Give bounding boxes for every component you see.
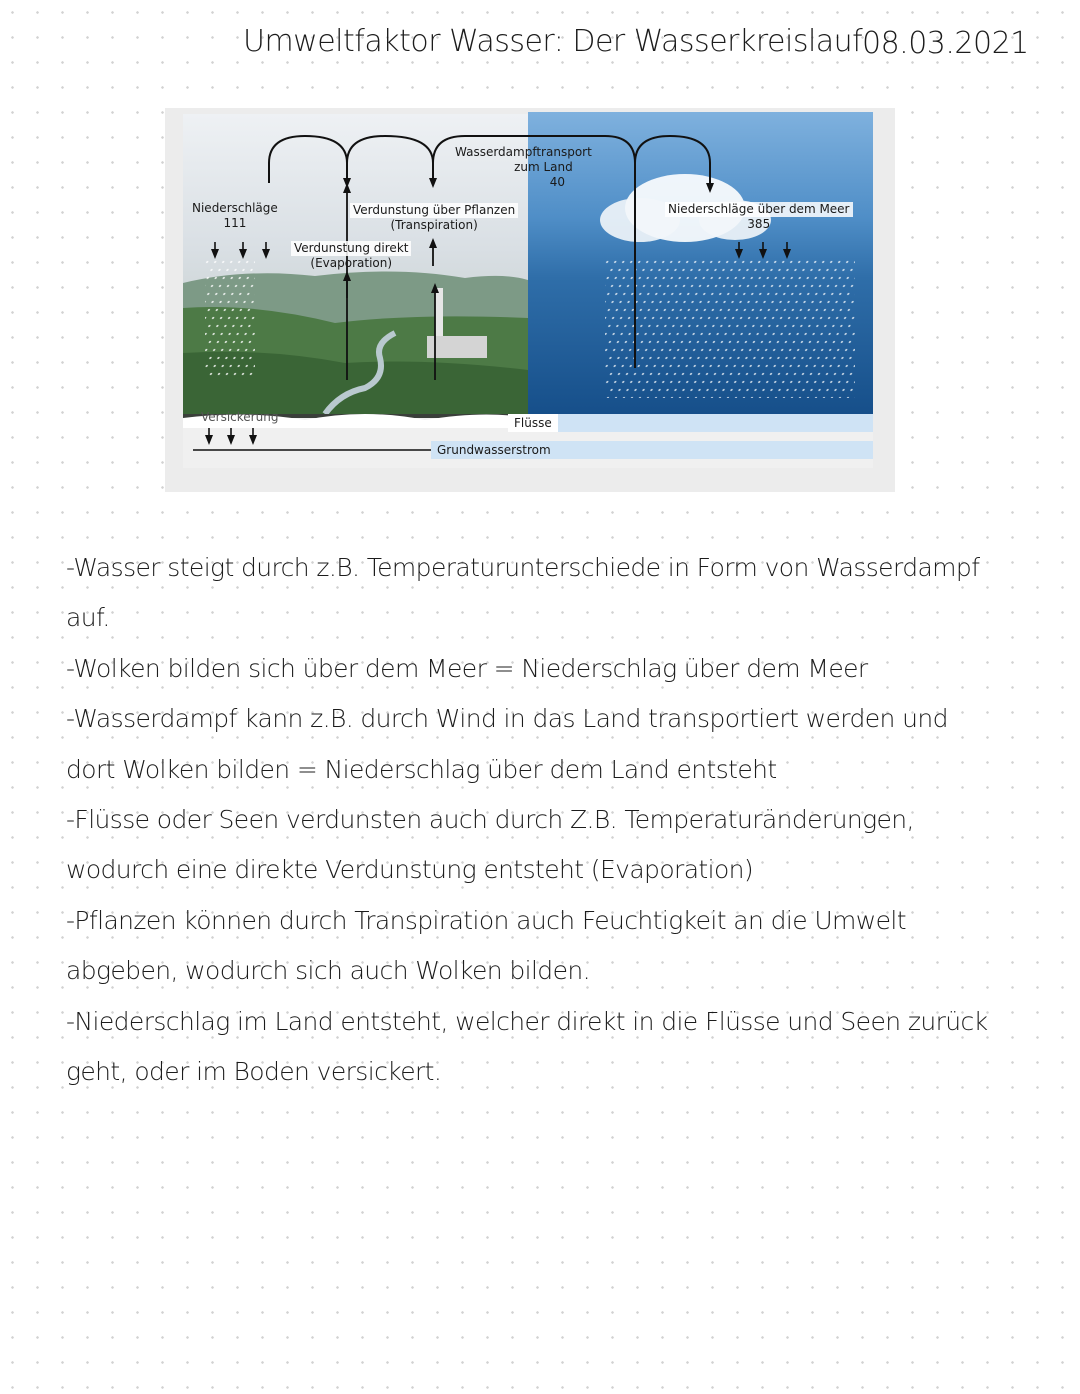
label-evap-direct: Verdunstung direkt (Evaporation) bbox=[291, 241, 411, 271]
note-line: abgeben, wodurch sich auch Wolken bilden. bbox=[66, 956, 590, 986]
power-plant bbox=[427, 336, 487, 358]
note-line: dort Wolken bilden = Niederschlag über dem Land entsteht bbox=[66, 754, 777, 784]
note-line: -Wasser steigt durch z.B. Temperaturunterschiede in Form von Wasserdampf bbox=[66, 553, 980, 582]
label-groundwater: Grundwasserstrom bbox=[431, 441, 557, 459]
note-line: -Niederschlag im Land entsteht, welcher direkt in die Flüsse und Seen zurück bbox=[66, 1006, 988, 1036]
note-line: -Wasserdampf kann z.B. durch Wind in das Land transportiert werden und bbox=[66, 704, 948, 734]
note-line: -Flüsse oder Seen verdunsten auch durch Z.B. Temperaturänderungen, bbox=[66, 805, 914, 835]
label-rivers: Flüsse bbox=[508, 414, 558, 432]
note-line: wodurch eine direkte Verdunstung entsteht (Evaporation) bbox=[66, 855, 754, 885]
label-precip-sea: Niederschläge über dem Meer 385 bbox=[665, 202, 853, 232]
page-date: 08.03.2021 bbox=[862, 26, 1029, 61]
label-evap-plants: Verdunstung über Pflanzen (Transpiration) bbox=[350, 203, 518, 233]
water-cycle-figure bbox=[165, 108, 895, 492]
note-line: auf. bbox=[66, 603, 110, 633]
rain-land bbox=[205, 258, 255, 378]
label-vapor-transport: Wasserdampftransport zum Land 40 bbox=[455, 145, 592, 189]
note-line: -Wolken bilden sich über dem Meer = Niederschlag über dem Meer bbox=[66, 653, 868, 683]
rain-sea bbox=[605, 258, 855, 398]
river-ribbon bbox=[555, 414, 873, 432]
label-precip-land: Niederschläge 111 bbox=[192, 201, 278, 230]
note-line: -Pflanzen können durch Transpiration auch Feuchtigkeit an die Umwelt bbox=[66, 905, 906, 935]
page-title: Umweltfaktor Wasser: Der Wasserkreislauf bbox=[243, 24, 863, 59]
note-line: geht, oder im Boden versickert. bbox=[66, 1057, 442, 1087]
label-seepage: Versickerung bbox=[201, 410, 279, 424]
notes-body bbox=[66, 543, 1026, 1097]
